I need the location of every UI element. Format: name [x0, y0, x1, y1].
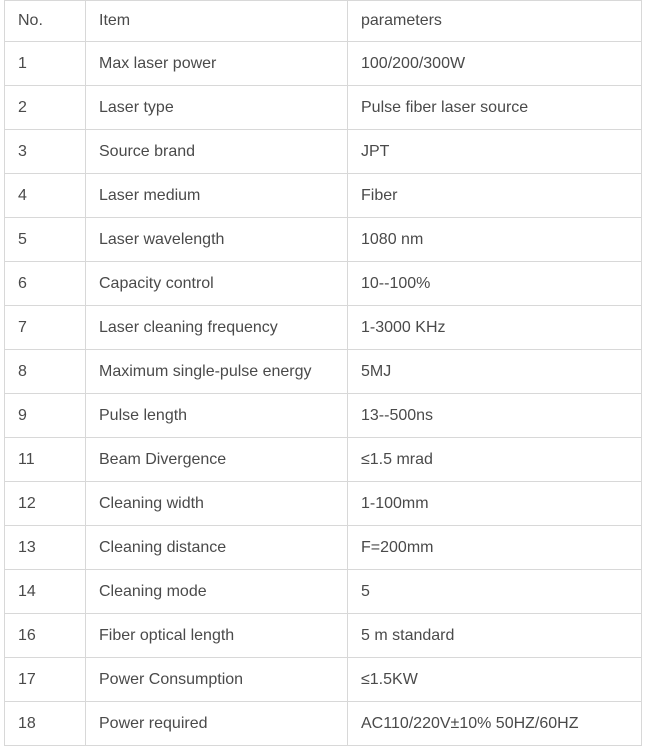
table-row	[5, 394, 642, 438]
cell-no: 6	[5, 262, 86, 306]
cell-no: 4	[5, 174, 86, 218]
cell-parameter: F=200mm	[348, 526, 642, 570]
table-row	[5, 702, 642, 746]
table-row	[5, 526, 642, 570]
table-row	[5, 218, 642, 262]
cell-no: 3	[5, 130, 86, 174]
table-row	[5, 42, 642, 86]
cell-item: Fiber optical length	[86, 614, 348, 658]
cell-parameter: AC110/220V±10% 50HZ/60HZ	[348, 702, 642, 746]
table-row	[5, 570, 642, 614]
cell-item: Laser wavelength	[86, 218, 348, 262]
cell-no: 17	[5, 658, 86, 702]
cell-item: Source brand	[86, 130, 348, 174]
table-row	[5, 658, 642, 702]
table-row	[5, 350, 642, 394]
table-header-row	[5, 1, 642, 42]
header-parameters: parameters	[348, 1, 642, 42]
cell-no: 13	[5, 526, 86, 570]
cell-item: Cleaning mode	[86, 570, 348, 614]
cell-parameter: 5MJ	[348, 350, 642, 394]
cell-parameter: ≤1.5 mrad	[348, 438, 642, 482]
table-row	[5, 262, 642, 306]
table-row	[5, 482, 642, 526]
cell-item: Capacity control	[86, 262, 348, 306]
cell-no: 12	[5, 482, 86, 526]
cell-parameter: JPT	[348, 130, 642, 174]
cell-item: Maximum single-pulse energy	[86, 350, 348, 394]
spec-table-container	[4, 0, 641, 746]
cell-no: 14	[5, 570, 86, 614]
header-no: No.	[5, 1, 86, 42]
cell-item: Cleaning width	[86, 482, 348, 526]
cell-parameter: Fiber	[348, 174, 642, 218]
spec-table	[4, 0, 642, 746]
table-row	[5, 174, 642, 218]
cell-item: Laser cleaning frequency	[86, 306, 348, 350]
cell-parameter: 10--100%	[348, 262, 642, 306]
cell-no: 11	[5, 438, 86, 482]
cell-item: Max laser power	[86, 42, 348, 86]
cell-item: Pulse length	[86, 394, 348, 438]
cell-item: Power required	[86, 702, 348, 746]
table-row	[5, 86, 642, 130]
cell-parameter: Pulse fiber laser source	[348, 86, 642, 130]
header-item: Item	[86, 1, 348, 42]
cell-no: 7	[5, 306, 86, 350]
cell-no: 9	[5, 394, 86, 438]
cell-parameter: ≤1.5KW	[348, 658, 642, 702]
cell-item: Laser medium	[86, 174, 348, 218]
cell-no: 8	[5, 350, 86, 394]
cell-parameter: 1-3000 KHz	[348, 306, 642, 350]
cell-parameter: 5 m standard	[348, 614, 642, 658]
cell-item: Cleaning distance	[86, 526, 348, 570]
cell-parameter: 1080 nm	[348, 218, 642, 262]
cell-no: 5	[5, 218, 86, 262]
cell-parameter: 100/200/300W	[348, 42, 642, 86]
cell-no: 2	[5, 86, 86, 130]
cell-item: Beam Divergence	[86, 438, 348, 482]
cell-parameter: 1-100mm	[348, 482, 642, 526]
table-row	[5, 614, 642, 658]
cell-no: 18	[5, 702, 86, 746]
table-row	[5, 306, 642, 350]
cell-item: Laser type	[86, 86, 348, 130]
table-row	[5, 130, 642, 174]
cell-parameter: 5	[348, 570, 642, 614]
cell-no: 1	[5, 42, 86, 86]
cell-item: Power Consumption	[86, 658, 348, 702]
table-row	[5, 438, 642, 482]
cell-no: 16	[5, 614, 86, 658]
cell-parameter: 13--500ns	[348, 394, 642, 438]
